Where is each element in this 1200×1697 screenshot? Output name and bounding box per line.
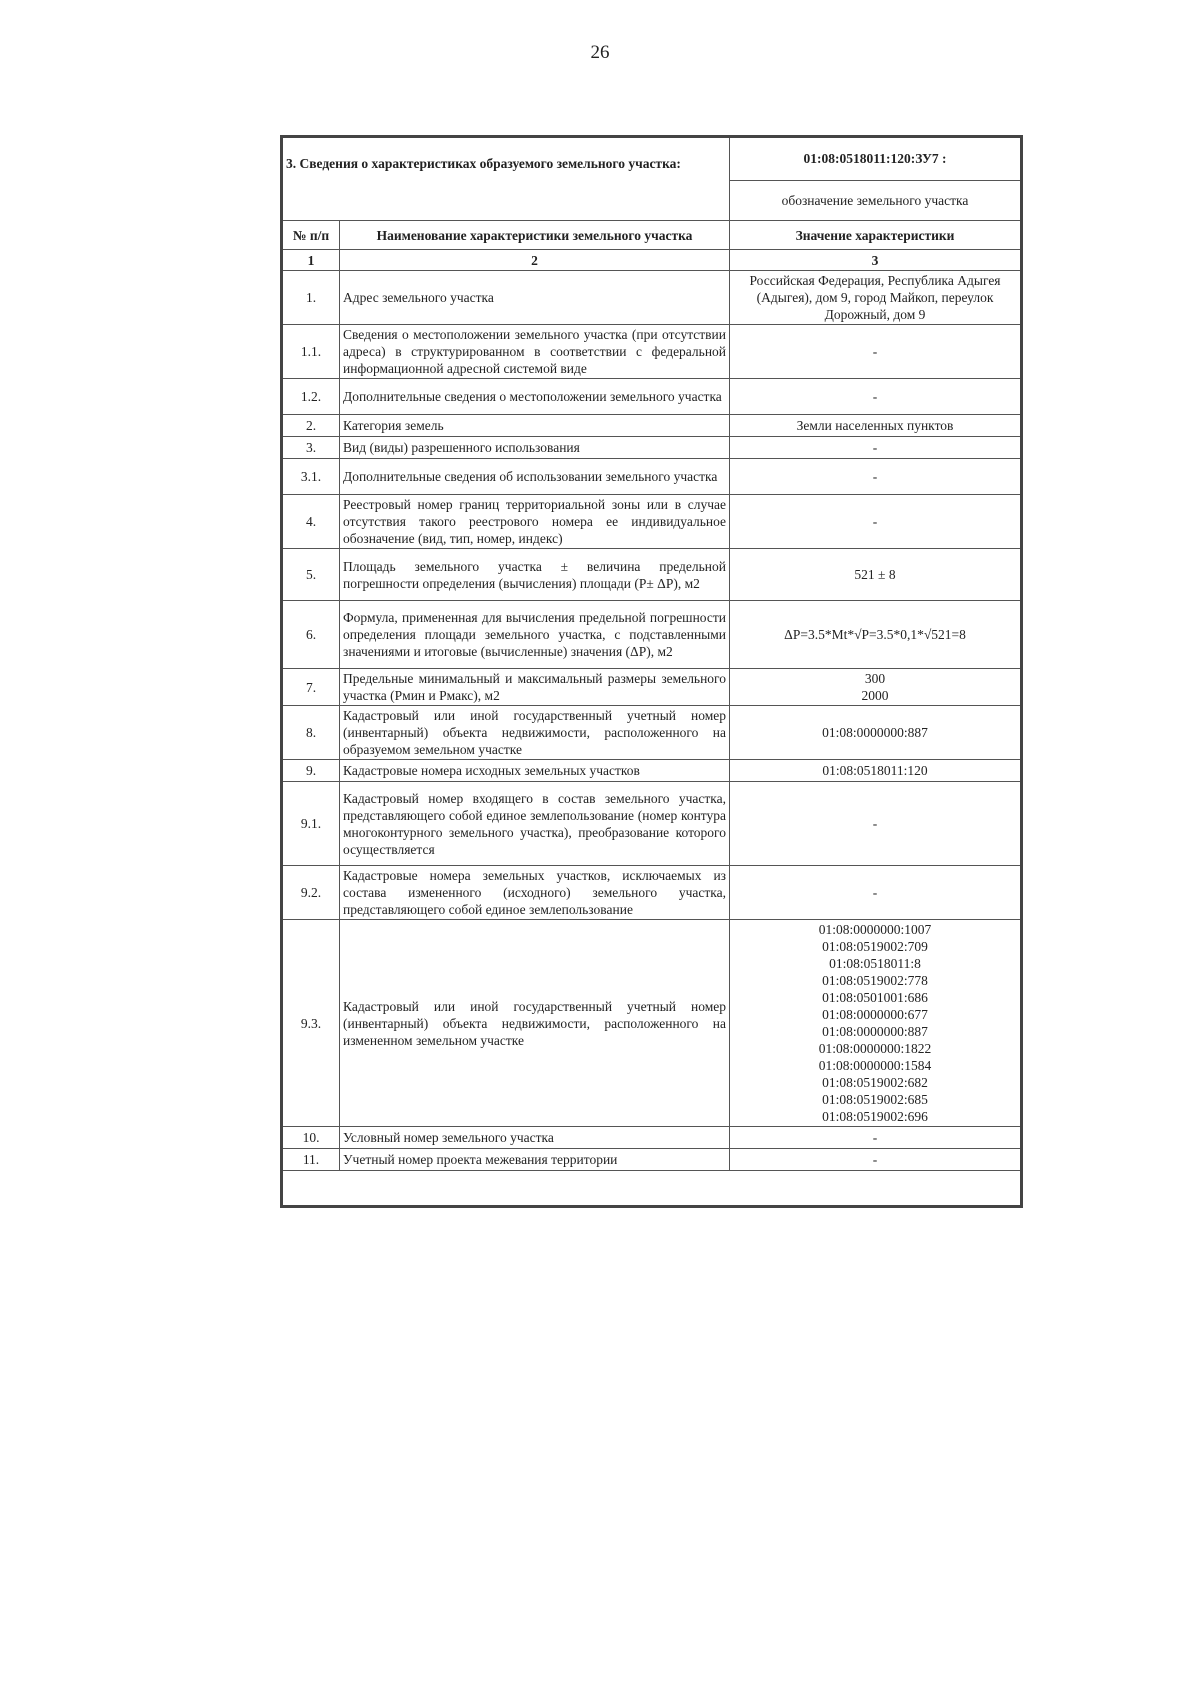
header-num: № п/п bbox=[282, 221, 340, 250]
row-number: 10. bbox=[282, 1127, 340, 1149]
characteristic-name: Формула, примененная для вычисления предельной погрешности определения площади земельного участка, с подставленными значениями и итоговые (вычисленные) значения (ΔP), м2 bbox=[340, 601, 730, 669]
characteristic-name: Кадастровые номера исходных земельных участков bbox=[340, 760, 730, 782]
characteristic-name: Предельные минимальный и максимальный размеры земельного участка (Pмин и Pмакс), м2 bbox=[340, 669, 730, 706]
value-line: 01:08:0000000:887 bbox=[822, 1024, 928, 1039]
characteristic-value bbox=[730, 459, 1022, 495]
table-row bbox=[282, 866, 1022, 920]
row-number: 9.3. bbox=[282, 920, 340, 1127]
value-line: 01:08:0000000:1007 bbox=[818, 922, 932, 937]
characteristic-name: Площадь земельного участка ± величина предельной погрешности определения (вычисления) площади (P± ΔP), м2 bbox=[340, 549, 730, 601]
value-line: 01:08:0518011:8 bbox=[829, 956, 921, 971]
table-row bbox=[282, 459, 1022, 495]
characteristic-name: Кадастровый или иной государственный учетный номер (инвентарный) объекта недвижимости, расположенного на измененном земельном участке bbox=[340, 920, 730, 1127]
characteristic-name: Условный номер земельного участка bbox=[340, 1127, 730, 1149]
characteristic-name: Дополнительные сведения о местоположении земельного участка bbox=[340, 379, 730, 415]
value-line: - bbox=[872, 440, 878, 455]
characteristic-value bbox=[730, 415, 1022, 437]
parcel-id: 01:08:0518011:120:ЗУ7 : bbox=[730, 137, 1022, 181]
row-number: 1. bbox=[282, 271, 340, 325]
value-line: 01:08:0519002:709 bbox=[822, 939, 928, 954]
characteristic-name: Вид (виды) разрешенного использования bbox=[340, 437, 730, 459]
table-row bbox=[282, 760, 1022, 782]
characteristic-name: Кадастровые номера земельных участков, исключаемых из состава измененного (исходного) земельного участка, представляющего собой единое землепользование bbox=[340, 866, 730, 920]
table-row bbox=[282, 920, 1022, 1127]
row-number: 1.1. bbox=[282, 325, 340, 379]
characteristic-value bbox=[730, 706, 1022, 760]
value-line: 01:08:0000000:887 bbox=[822, 725, 928, 740]
characteristic-value bbox=[730, 379, 1022, 415]
row-number: 3.1. bbox=[282, 459, 340, 495]
value-line: - bbox=[872, 514, 878, 529]
characteristic-name: Учетный номер проекта межевания территории bbox=[340, 1149, 730, 1171]
value-line: ΔP=3.5*Mt*√P=3.5*0,1*√521=8 bbox=[784, 627, 966, 642]
empty-footer-cell bbox=[282, 1171, 1022, 1207]
characteristic-name: Кадастровый или иной государственный учетный номер (инвентарный) объекта недвижимости, расположенного на образуемом земельном участке bbox=[340, 706, 730, 760]
characteristic-value bbox=[730, 866, 1022, 920]
row-number: 4. bbox=[282, 495, 340, 549]
table-row bbox=[282, 437, 1022, 459]
value-line: Земли населенных пунктов bbox=[796, 418, 954, 433]
column-index-2: 2 bbox=[340, 250, 730, 271]
characteristic-name: Кадастровый номер входящего в состав земельного участка, представляющего собой единое землепользование (номер контура многоконтурного земельного участка), преобразование которого осуществляется bbox=[340, 782, 730, 866]
value-line: 01:08:0519002:682 bbox=[822, 1075, 928, 1090]
value-line: - bbox=[872, 344, 878, 359]
table-row bbox=[282, 325, 1022, 379]
row-number: 3. bbox=[282, 437, 340, 459]
header-name: Наименование характеристики земельного участка bbox=[340, 221, 730, 250]
value-line: - bbox=[872, 1130, 878, 1145]
value-line: 01:08:0519002:685 bbox=[822, 1092, 928, 1107]
row-number: 7. bbox=[282, 669, 340, 706]
column-index-3: 3 bbox=[730, 250, 1022, 271]
header-value: Значение характеристики bbox=[730, 221, 1022, 250]
value-line: - bbox=[872, 885, 878, 900]
row-number: 6. bbox=[282, 601, 340, 669]
row-number: 8. bbox=[282, 706, 340, 760]
value-line: 01:08:0518011:120 bbox=[822, 763, 928, 778]
table-row bbox=[282, 669, 1022, 706]
characteristic-name: Реестровый номер границ территориальной зоны или в случае отсутствия такого реестрового номера ее индивидуальное обозначение (вид, тип, номер, индекс) bbox=[340, 495, 730, 549]
characteristic-name: Адрес земельного участка bbox=[340, 271, 730, 325]
characteristic-value bbox=[730, 1127, 1022, 1149]
page-number: 26 bbox=[590, 42, 610, 63]
table-row bbox=[282, 271, 1022, 325]
row-number: 11. bbox=[282, 1149, 340, 1171]
table-row bbox=[282, 1149, 1022, 1171]
table-row bbox=[282, 549, 1022, 601]
value-line: - bbox=[872, 1152, 878, 1167]
characteristic-value bbox=[730, 1149, 1022, 1171]
value-line: - bbox=[872, 469, 878, 484]
table-footer-row bbox=[282, 1171, 1022, 1207]
column-index-1: 1 bbox=[282, 250, 340, 271]
characteristic-value bbox=[730, 437, 1022, 459]
value-line: 521 ± 8 bbox=[854, 567, 896, 582]
column-index-row bbox=[282, 250, 1022, 271]
column-header-row bbox=[282, 221, 1022, 250]
parcel-caption: обозначение земельного участка bbox=[730, 180, 1022, 220]
value-line: - bbox=[872, 816, 878, 831]
row-number: 9.2. bbox=[282, 866, 340, 920]
value-line: 01:08:0000000:1584 bbox=[818, 1058, 932, 1073]
table-row bbox=[282, 601, 1022, 669]
value-line: 2000 bbox=[861, 688, 889, 703]
characteristic-value bbox=[730, 601, 1022, 669]
characteristic-value bbox=[730, 669, 1022, 706]
section-title: 3. Сведения о характеристиках образуемого земельного участка: bbox=[282, 137, 730, 221]
value-line: Российская Федерация, Республика Адыгея (Адыгея), дом 9, город Майкоп, переулок Дорожный, дом 9 bbox=[749, 273, 1001, 322]
characteristic-name: Дополнительные сведения об использовании земельного участка bbox=[340, 459, 730, 495]
row-number: 9.1. bbox=[282, 782, 340, 866]
characteristic-value bbox=[730, 495, 1022, 549]
table-row bbox=[282, 1127, 1022, 1149]
characteristic-value bbox=[730, 782, 1022, 866]
characteristic-value bbox=[730, 920, 1022, 1127]
value-line: 01:08:0000000:677 bbox=[822, 1007, 928, 1022]
table-row bbox=[282, 782, 1022, 866]
value-line: 01:08:0519002:778 bbox=[822, 973, 928, 988]
table-row bbox=[282, 706, 1022, 760]
section-header-row bbox=[282, 137, 1022, 181]
characteristic-value bbox=[730, 760, 1022, 782]
characteristic-name: Категория земель bbox=[340, 415, 730, 437]
characteristic-name: Сведения о местоположении земельного участка (при отсутствии адреса) в структурированном в соответствии с федеральной информационной адресной системой виде bbox=[340, 325, 730, 379]
value-line: 01:08:0000000:1822 bbox=[818, 1041, 932, 1056]
characteristic-value bbox=[730, 325, 1022, 379]
characteristic-value bbox=[730, 549, 1022, 601]
row-number: 2. bbox=[282, 415, 340, 437]
value-line: 01:08:0519002:696 bbox=[822, 1109, 928, 1124]
land-plot-characteristics-table bbox=[280, 135, 1023, 1208]
table-row bbox=[282, 379, 1022, 415]
row-number: 9. bbox=[282, 760, 340, 782]
characteristic-value bbox=[730, 271, 1022, 325]
row-number: 1.2. bbox=[282, 379, 340, 415]
row-number: 5. bbox=[282, 549, 340, 601]
table-row bbox=[282, 495, 1022, 549]
value-line: 300 bbox=[864, 671, 886, 686]
value-line: - bbox=[872, 389, 878, 404]
table-row bbox=[282, 415, 1022, 437]
value-line: 01:08:0501001:686 bbox=[822, 990, 928, 1005]
